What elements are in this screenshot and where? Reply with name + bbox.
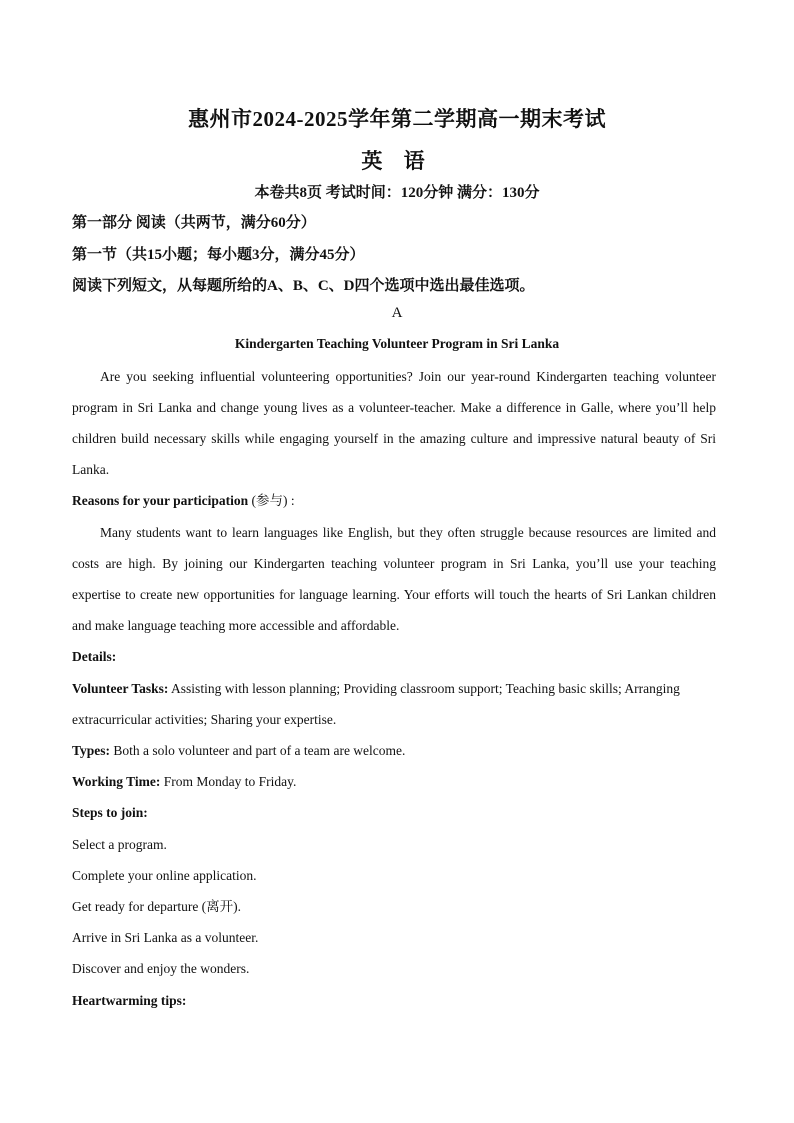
tasks-label: Volunteer Tasks: <box>72 681 169 696</box>
working-time-line <box>72 766 296 797</box>
details-heading: Details: <box>72 649 117 664</box>
types-label: Types: <box>72 743 111 758</box>
reasons-heading <box>72 485 295 516</box>
reasons-paragraph: Many students want to learn languages like English, but they often struggle because resources are limited and costs are high. By joining our Kindergarten teaching volunteer program in Sri Lanka, you’ll use your teaching expertise to create new opportunities for language learning. Your efforts will touch the hearts of Sri Lankan children and make language teaching more accessible and affordable. <box>72 525 716 633</box>
working-time-text: From Monday to Friday. <box>160 774 297 789</box>
passage-letter: A <box>391 305 403 321</box>
section-heading: 第一节（共15小题；每小题3分，满分45分） <box>72 247 365 263</box>
step-item: Complete your online application. <box>72 868 257 883</box>
intro-paragraph: Are you seeking influential volunteering opportunities? Join our year-round Kindergarten teaching volunteer program in Sri Lanka and change young lives as a volunteer-teacher. Make a difference in Galle, where you’ll help children build necessary skills while engaging yourself in the amazing culture and impressive natural beauty of Sri Lanka. <box>72 369 716 477</box>
tasks-text: Assisting with lesson planning; Providing classroom support; Teaching basic skills; Arranging <box>168 681 680 696</box>
passage-title: Kindergarten Teaching Volunteer Program in Sri Lanka <box>234 336 560 351</box>
step-item: Select a program. <box>72 837 167 852</box>
tasks-line <box>72 673 680 704</box>
exam-title: 惠州市2024-2025学年第二学期高一期末考试 <box>188 107 606 131</box>
types-line <box>72 735 405 766</box>
types-text: Both a solo volunteer and part of a team are welcome. <box>110 743 406 758</box>
steps-heading: Steps to join: <box>72 805 148 820</box>
reasons-label: Reasons for your participation <box>72 493 249 508</box>
step-item: Arrive in Sri Lanka as a volunteer. <box>72 930 259 945</box>
exam-info: 本卷共8页 考试时间：120分钟 满分：130分 <box>254 185 540 201</box>
reasons-suffix: (参与) : <box>248 493 295 508</box>
step-item: Get ready for departure (离开). <box>72 899 242 914</box>
subject-title: 英 语 <box>361 149 433 173</box>
instruction-text: 阅读下列短文，从每题所给的A、B、C、D四个选项中选出最佳选项。 <box>72 278 535 294</box>
step-item: Discover and enjoy the wonders. <box>72 961 250 976</box>
tips-heading: Heartwarming tips: <box>72 993 187 1008</box>
part-heading: 第一部分 阅读（共两节，满分60分） <box>72 215 316 231</box>
working-time-label: Working Time: <box>72 774 161 789</box>
tasks-line-2: extracurricular activities; Sharing your expertise. <box>72 712 337 727</box>
